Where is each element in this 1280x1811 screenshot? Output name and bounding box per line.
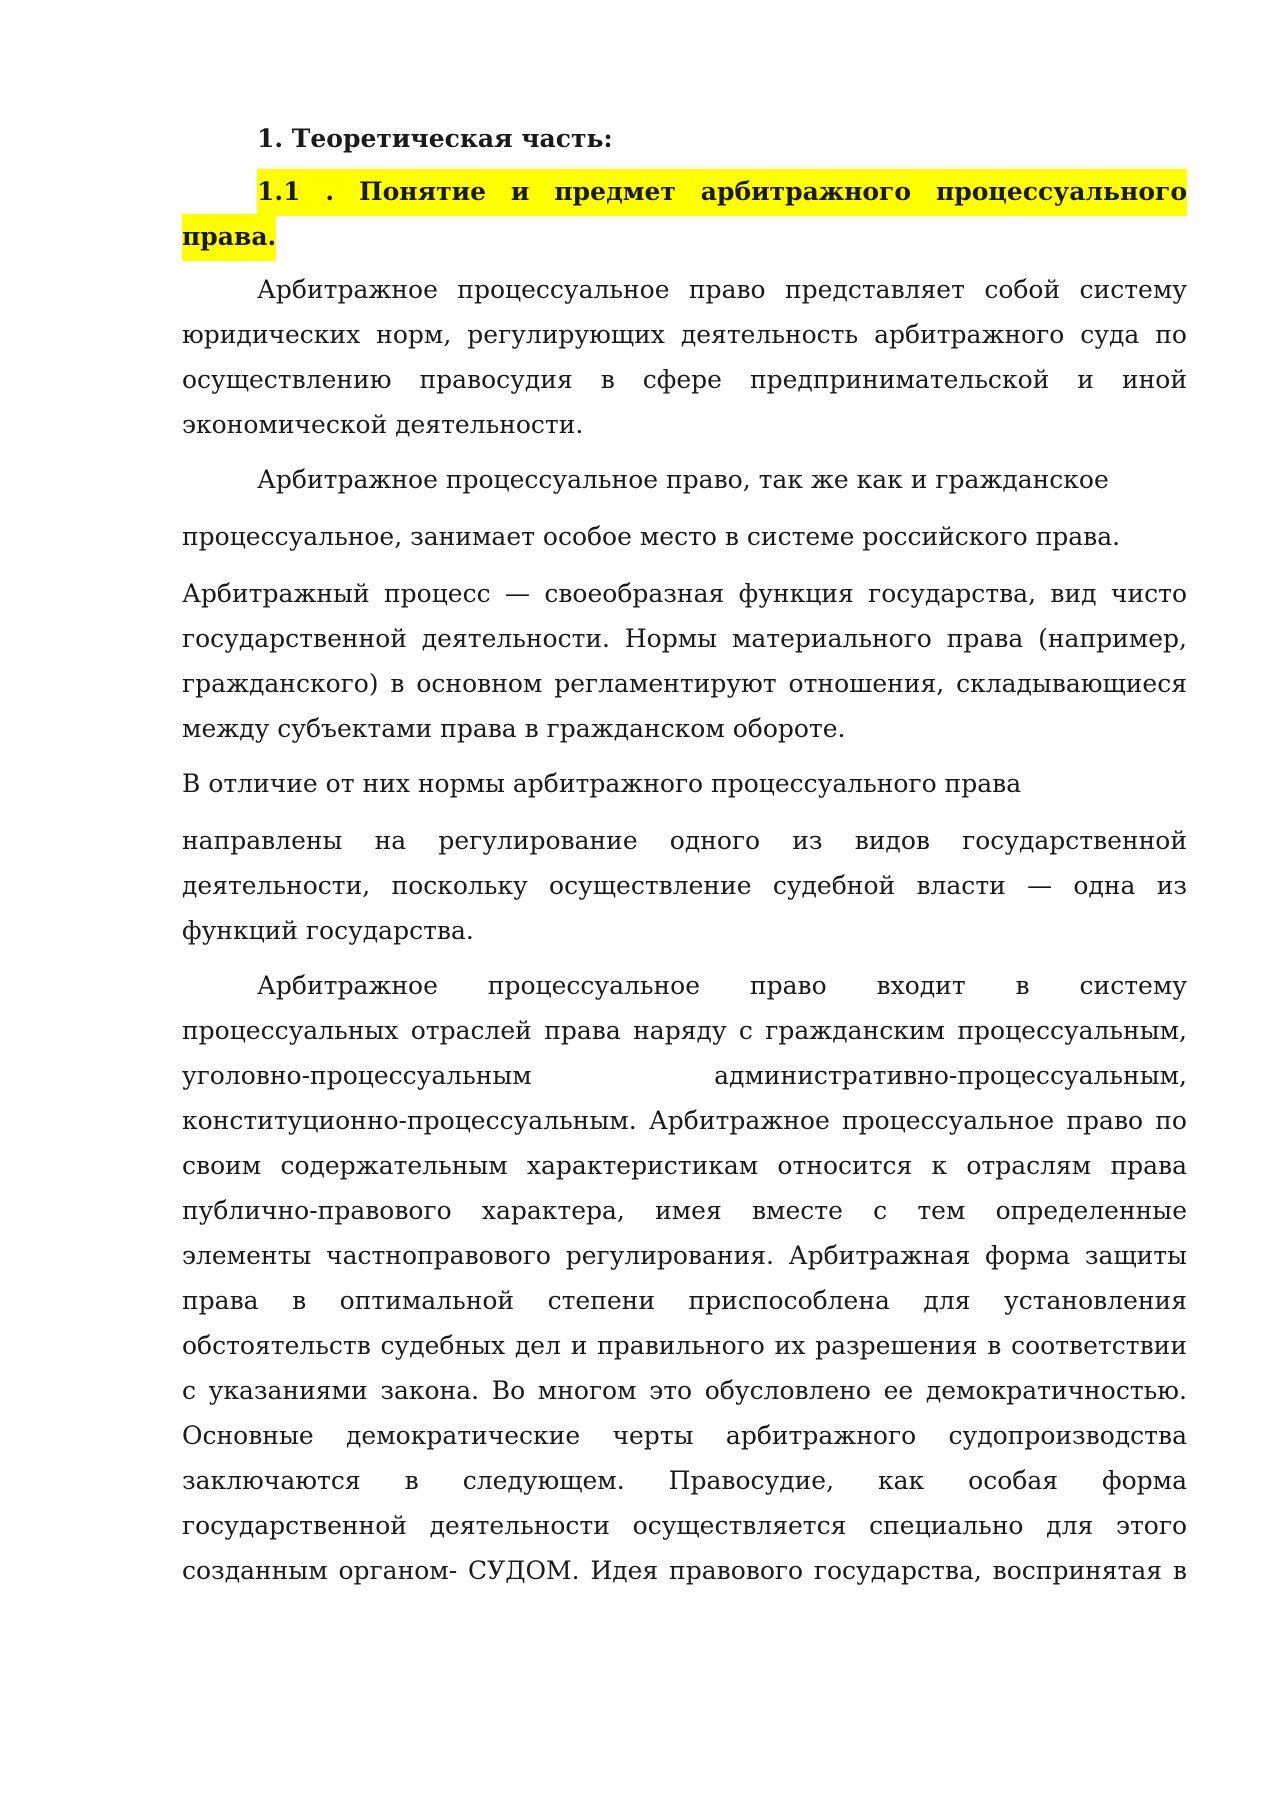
section-heading: 1. Теоретическая часть: (257, 124, 613, 153)
document-body (182, 116, 1187, 1603)
paragraph-arbitration-process: Арбитражный процесс — своеобразная функция государства, вид чисто государственной деятельности. Нормы материального права (например, гражданского) в основном регламентируют отношения, складывающиеся между субъектами права в гражданском обороте. (182, 579, 1187, 743)
paragraph-definition: Арбитражное процессуальное право представляет собой систему юридических норм, регулирующих деятельность арбитражного суда по осуществлению правосудия в сфере предпринимательской и иной экономической деятельности. (182, 275, 1187, 439)
paragraph-system-of-branches: Арбитражное процессуальное право входит в систему процессуальных отраслей права наряду с гражданским процессуальным, уголовно-процессуальным административно-процессуальным, конституционно-процессуальным. Арбитражное процессуальное право по своим содержательным характеристикам относится к отраслям права публично-правового характера, имея вместе с тем определенные элементы частноправового регулирования. Арбитражная форма защиты права в оптимальной степени приспособлена для установления обстоятельств судебных дел и правильного их разрешения в соответствии с указаниями закона. Во многом это обусловлено ее демократичностью. Основные демократические черты арбитражного судопроизводства заключаются в следующем. Правосудие, как особая форма государственной деятельности осуществляется специально для этого созданным органом- СУДОМ. Идея правового государства, воспринятая в (182, 971, 1187, 1585)
paragraph-place-line-2: процессуальное, занимает особое место в системе российского права. (182, 522, 1121, 551)
subsection-heading (182, 169, 1187, 259)
highlighted-subsection-title: 1.1 . Понятие и предмет арбитражного процессуального права. (182, 169, 1187, 261)
paragraph-difference-line-2: направлены на регулирование одного из видов государственной деятельности, поскольку осуществление судебной власти — одна из функций государства. (182, 826, 1187, 945)
paragraph-difference-line-1: В отличие от них нормы арбитражного процессуального права (182, 769, 1022, 798)
paragraph-place-line-1: Арбитражное процессуальное право, так же как и гражданское (257, 465, 1109, 494)
